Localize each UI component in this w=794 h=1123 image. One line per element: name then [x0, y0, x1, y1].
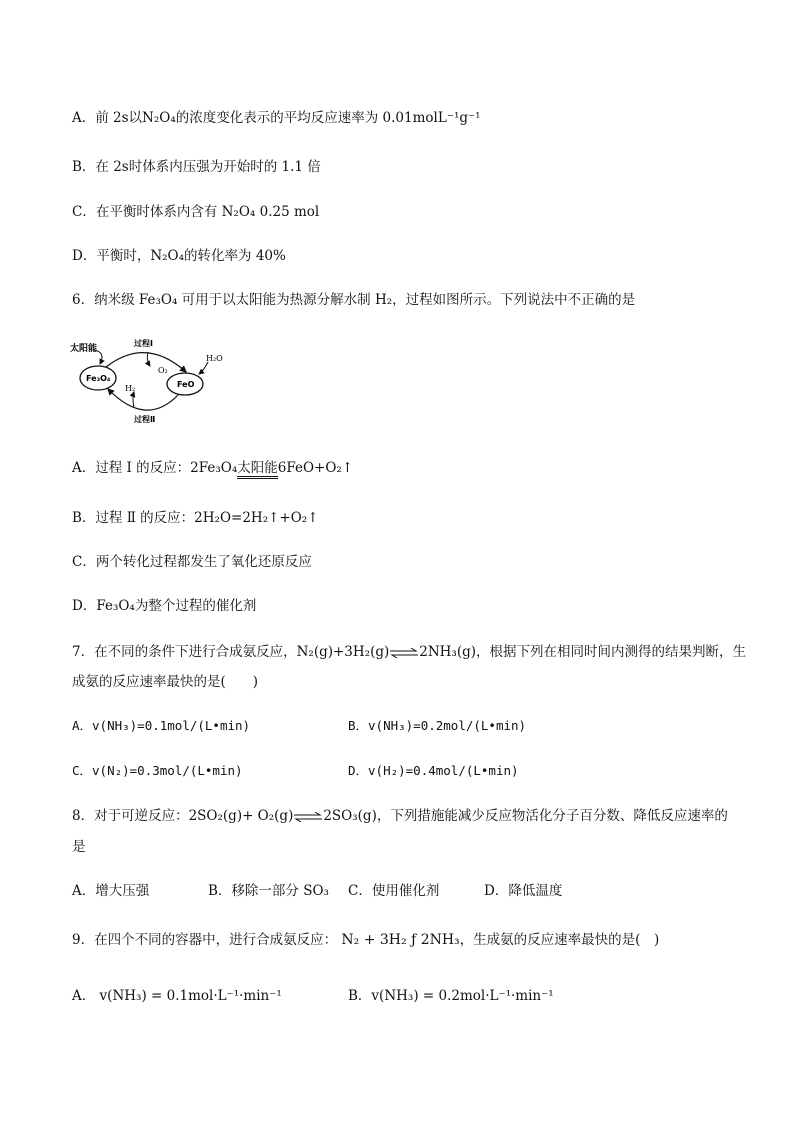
q9-stem-pre: 9．在四个不同的容器中，进行合成氨反应：: [72, 932, 338, 948]
reversible-arrow-icon: [389, 648, 419, 658]
q7-options-row1: [72, 716, 527, 736]
q8-option-c: C．使用催化剂: [348, 883, 440, 899]
reversible-arrow-icon: [293, 812, 323, 822]
q6-option-a-post: 6FeO+O₂↑: [277, 460, 354, 476]
q6-option-d: D．Fe₃O₄为整个过程的催化剂: [72, 598, 257, 614]
q9-option-b-expr: v(NH₃) = 0.2mol·L⁻¹·min⁻¹: [371, 988, 554, 1004]
q9-option-a-label: A．: [72, 988, 96, 1004]
process1-label: 过程Ⅰ: [134, 339, 153, 348]
process2-label: 过程Ⅱ: [134, 415, 156, 424]
q5-option-c: C．在平衡时体系内含有 N₂O₄ 0.25 mol: [72, 204, 320, 220]
sun-label: 太阳能: [70, 344, 98, 354]
q5-option-a-text: A．前 2s以N₂O₄的浓度变化表示的平均反应速率为 0.01mol: [72, 110, 438, 126]
feo-label: FeO: [177, 380, 195, 389]
q6-option-b: B．过程 Ⅱ 的反应：2H₂O=2H₂↑+O₂↑: [72, 510, 319, 526]
q6-stem: 6．纳米级 Fe₃O₄ 可用于以太阳能为热源分解水制 H₂，过程如图所示。下列说法中不正确的是: [72, 292, 636, 308]
q7-options-row2: [72, 761, 519, 781]
q6-option-a-pre: A．过程 Ⅰ 的反应：2Fe₃O₄: [72, 460, 238, 476]
h2-label: H₂: [125, 384, 136, 393]
q6-option-c: C．两个转化过程都发生了氧化还原反应: [72, 554, 312, 570]
fe3o4-label: Fe₃O₄: [86, 374, 111, 383]
q9-option-b: [348, 986, 554, 1006]
q8-stem-line1: [72, 806, 728, 826]
o2-label: O₂: [158, 366, 168, 375]
q7-option-a: A．v(NH₃)=0.1mol/(L•min): [72, 718, 251, 733]
q8-option-d: D．降低温度: [484, 883, 563, 899]
q9-equation: N₂ + 3H₂ ƒ 2NH₃: [341, 932, 460, 948]
q7-option-d: D．v(H₂)=0.4mol/(L•min): [348, 763, 519, 778]
q9-stem: [72, 930, 659, 950]
q5-option-a-unit: L⁻¹g⁻¹: [437, 110, 481, 126]
q7-option-c: C．v(N₂)=0.3mol/(L•min): [72, 763, 243, 778]
q8-stem-line2: 是: [72, 839, 86, 855]
q7-stem-post: 2NH₃(g)，根据下列在相同时间内测得的结果判断，生: [419, 644, 747, 660]
q9-option-a-expr: v(NH₃) = 0.1mol·L⁻¹·min⁻¹: [99, 988, 282, 1004]
q8-option-b: B．移除一部分 SO₃: [208, 883, 329, 899]
q8-option-a: A．增大压强: [72, 883, 150, 899]
q5-option-a: [72, 108, 481, 128]
q7-stem-line1: [72, 642, 746, 662]
q7-stem-pre: 7．在不同的条件下进行合成氨反应，N₂(g)+3H₂(g): [72, 644, 390, 660]
q8-options: [72, 881, 563, 901]
q9-stem-post: ，生成氨的反应速率最快的是( ): [459, 932, 660, 948]
q8-stem-pre: 8．对于可逆反应：2SO₂(g)+ O₂(g): [72, 808, 294, 824]
q6-cycle-diagram: [66, 336, 226, 428]
q5-option-b: B．在 2s时体系内压强为开始时的 1.1 倍: [72, 159, 321, 175]
q9-option-b-label: B．: [348, 988, 372, 1004]
h2o-label: H₂O: [206, 354, 223, 363]
q5-option-d: D．平衡时，N₂O₄的转化率为 40%: [72, 248, 286, 264]
q6-option-a: [72, 458, 353, 478]
q8-stem-post: 2SO₃(g)，下列措施能减少反应物活化分子百分数、降低反应速率的: [323, 808, 728, 824]
q9-options-row1: [72, 986, 554, 1006]
q6-option-a-condition: 太阳能: [237, 460, 278, 479]
q7-option-b: B．v(NH₃)=0.2mol/(L•min): [348, 718, 527, 733]
q7-stem-line2: 成氨的反应速率最快的是( ): [72, 674, 259, 690]
